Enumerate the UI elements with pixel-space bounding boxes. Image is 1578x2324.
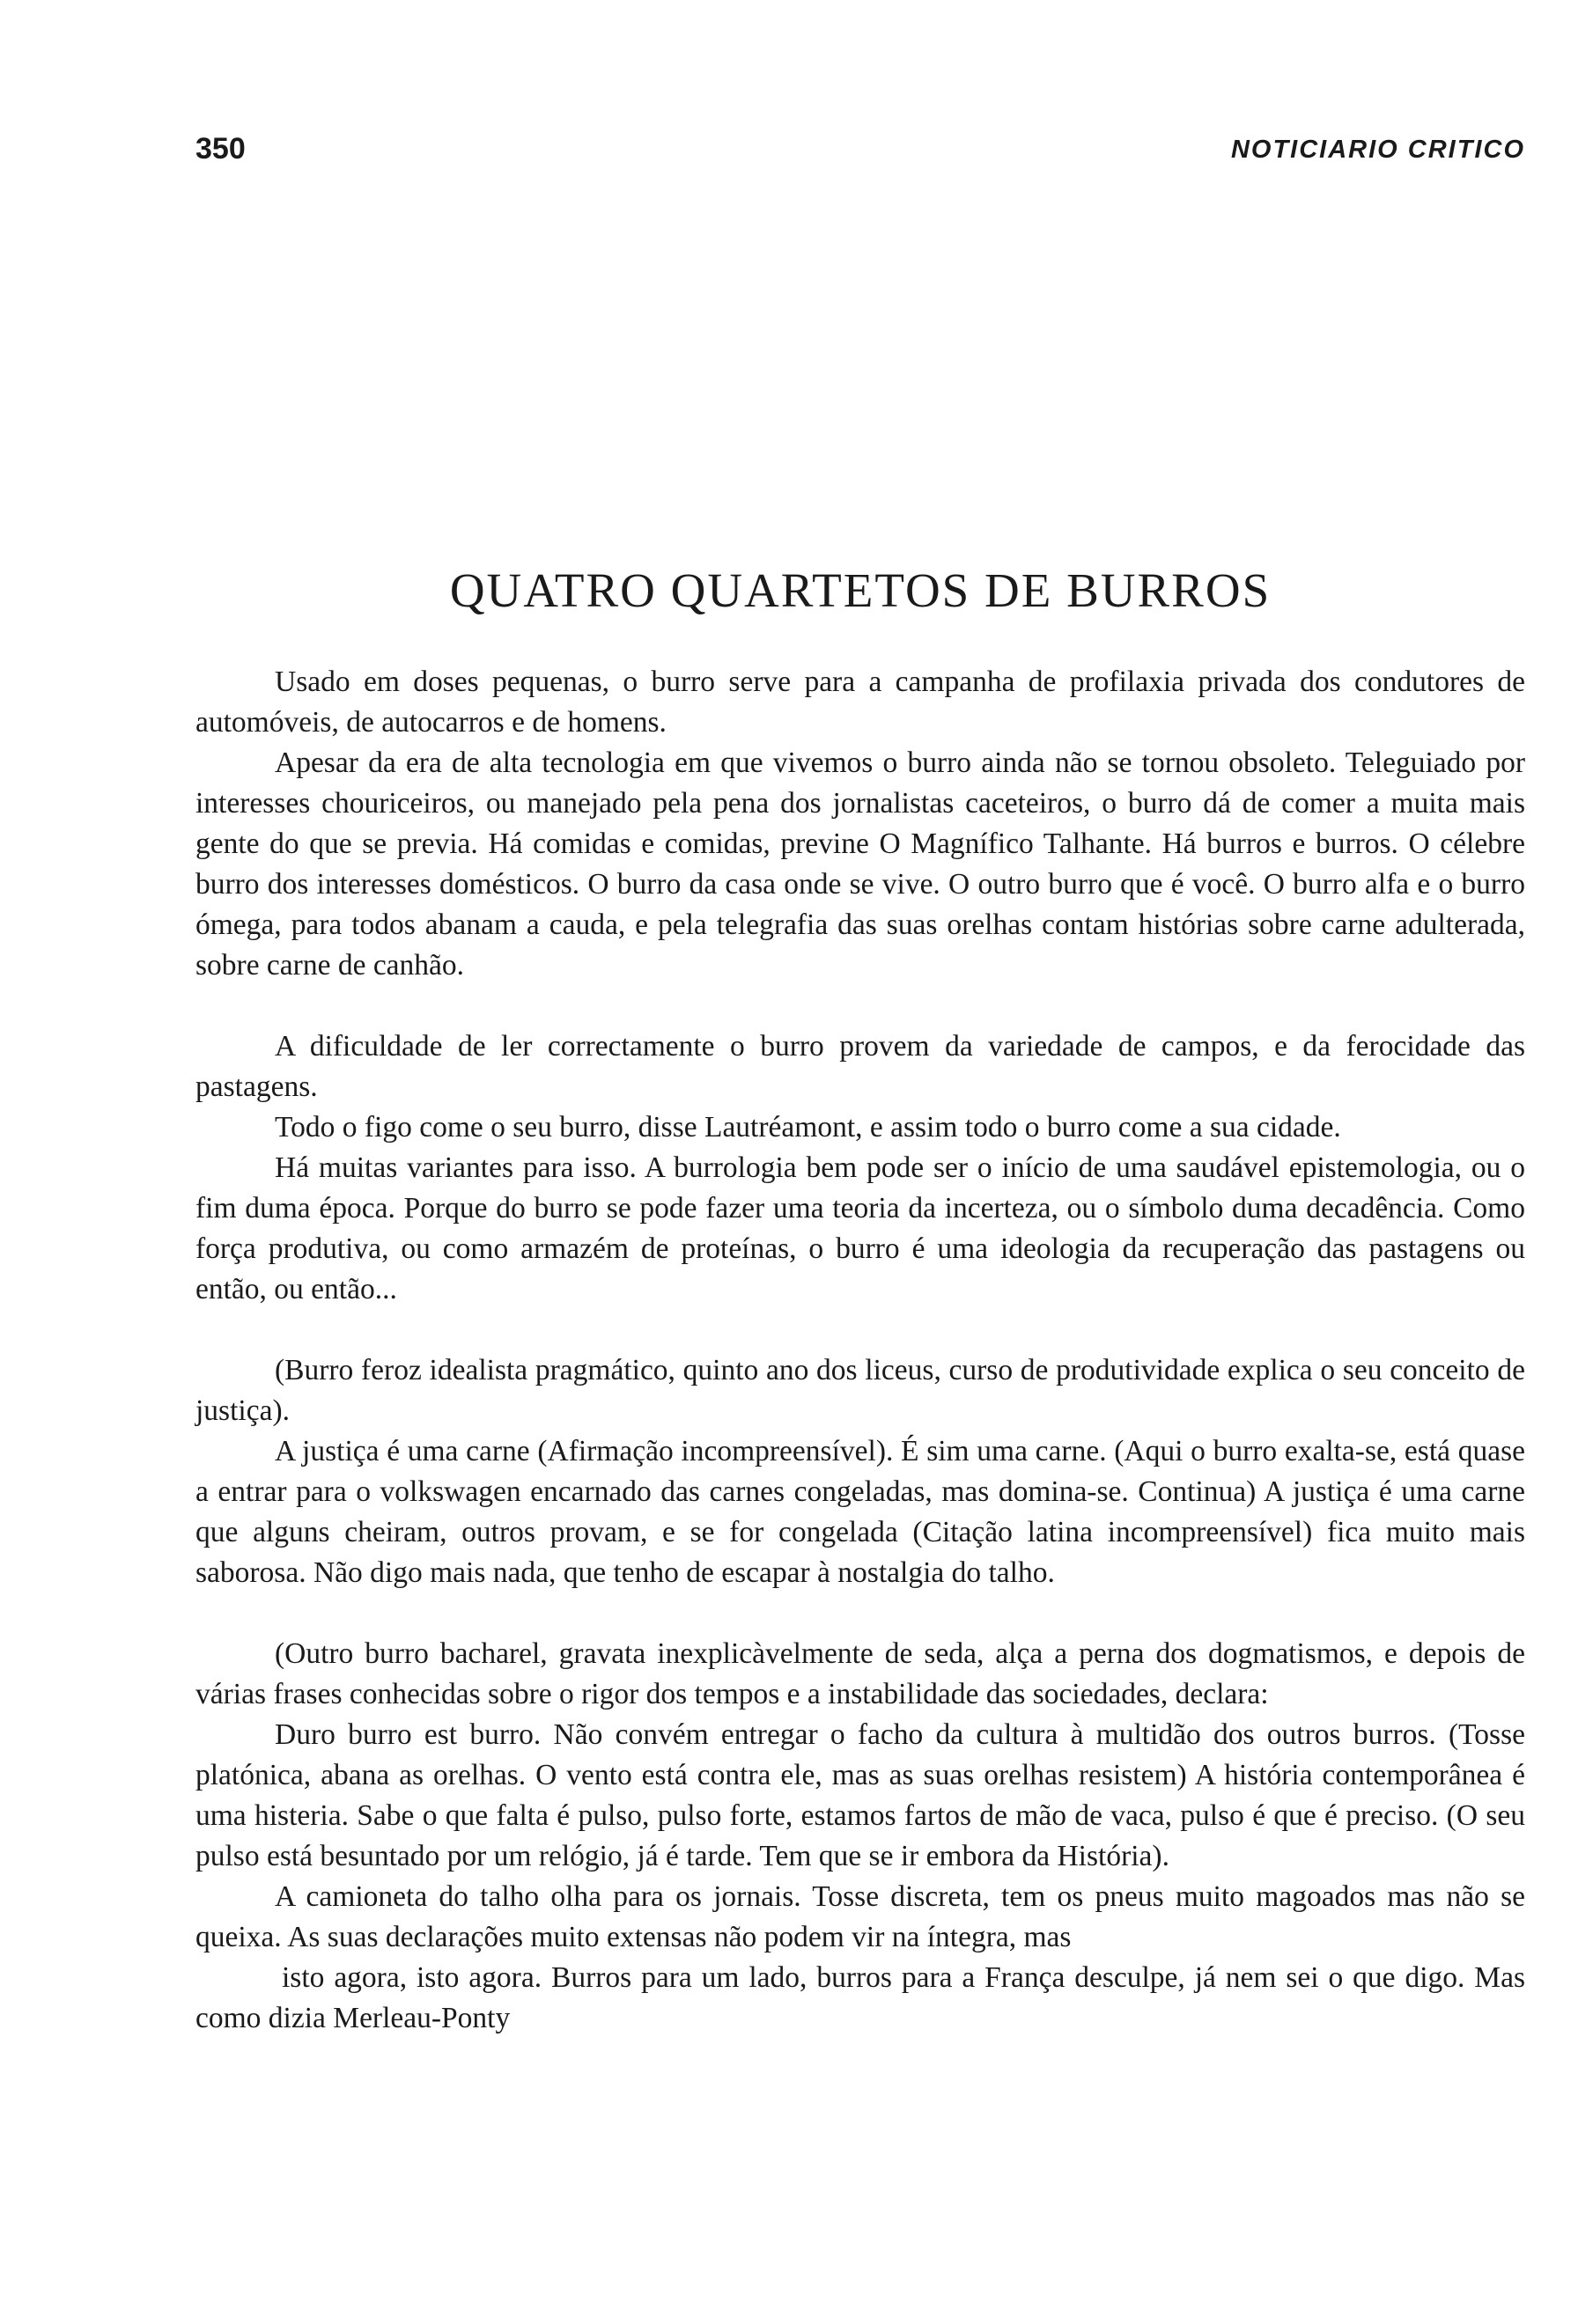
paragraph: A camioneta do talho olha para os jornais. Tosse discreta, tem os pneus muito magoados mas não se queixa. As suas declarações muito extensas não podem vir na íntegra, mas: [195, 1880, 1525, 1953]
paragraph: Há muitas variantes para isso. A burrologia bem pode ser o início de uma saudável epistemologia, ou o fim duma época. Porque do burro se pode fazer uma teoria da incerteza, ou o símbolo duma decadência. Como força produtiva, ou como armazém de proteínas, o burro é uma ideologia da recuperação das pastagens ou então, ou então...: [195, 1151, 1525, 1305]
paragraph: (Burro feroz idealista pragmático, quinto ano dos liceus, curso de produtividade explica o seu conceito de justiça).: [195, 1354, 1525, 1427]
paragraph: Duro burro est burro. Não convém entregar o facho da cultura à multidão dos outros burros. (Tosse platónica, abana as orelhas. O vento está contra ele, mas as suas orelhas resistem) A história contemporânea é uma histeria. Sabe o que falta é pulso, pulso forte, estamos fartos de mão de vaca, pulso é que é preciso. (O seu pulso está besuntado por um relógio, já é tarde. Tem que se ir embora da História).: [195, 1718, 1525, 1872]
paragraph: isto agora, isto agora. Burros para um lado, burros para a França desculpe, já nem sei o que digo. Mas como dizia Merleau-Ponty: [195, 1961, 1525, 2034]
paragraph: Usado em doses pequenas, o burro serve para a campanha de profilaxia privada dos condutores de automóveis, de autocarros e de homens.: [195, 666, 1525, 739]
paragraph: (Outro burro bacharel, gravata inexplicàvelmente de seda, alça a perna dos dogmatismos, e depois de várias frases conhecidas sobre o rigor dos tempos e a instabilidade das sociedades, declara:: [195, 1637, 1525, 1710]
page-number: 350: [195, 132, 246, 165]
article-title: QUATRO QUARTETOS DE BURROS: [449, 563, 1272, 617]
paragraph: Apesar da era de alta tecnologia em que vivemos o burro ainda não se tornou obsoleto. Teleguiado por interesses chouriceiros, ou manejado pela pena dos jornalistas caceteiros, o burro dá de comer a muita mais gente do que se previa. Há comidas e comidas, previne O Magnífico Talhante. Há burros e burros. O célebre burro dos interesses domésticos. O burro da casa onde se vive. O outro burro que é você. O burro alfa e o burro ómega, para todos abanam a cauda, e pela telegrafia das suas orelhas contam histórias sobre carne adulterada, sobre carne de canhão.: [195, 746, 1525, 982]
paragraph: A dificuldade de ler correctamente o burro provem da variedade de campos, e da ferocidade das pastagens.: [195, 1030, 1525, 1103]
article-body: [195, 662, 1525, 2039]
paragraph: Todo o figo come o seu burro, disse Lautréamont, e assim todo o burro come a sua cidade.: [275, 1111, 1341, 1144]
paragraph: A justiça é uma carne (Afirmação incompreensível). É sim uma carne. (Aqui o burro exalta-se, está quase a entrar para o volkswagen encarnado das carnes congeladas, mas domina-se. Continua) A justiça é uma carne que alguns cheiram, outros provam, e se for congelada (Citação latina incompreensível) fica muito mais saborosa. Não digo mais nada, que tenho de escapar à nostalgia do talho.: [195, 1435, 1525, 1589]
running-head: NOTICIARIO CRITICO: [1230, 136, 1525, 164]
